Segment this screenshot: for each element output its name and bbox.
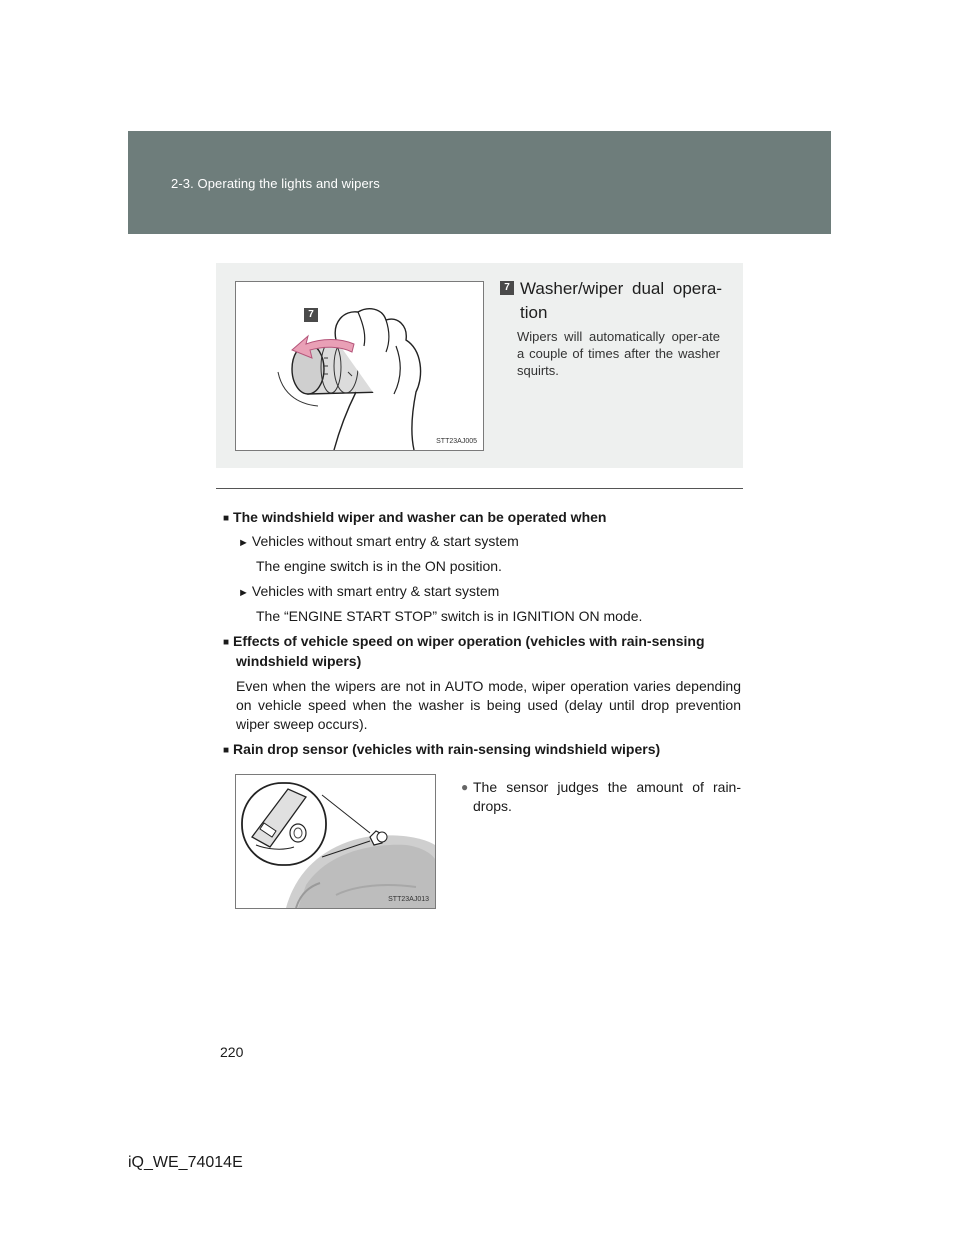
- rain-sensor-bullet-line1: The sensor judges the amount of rain-: [473, 779, 741, 795]
- figure-code: STT23AJ005: [436, 438, 477, 445]
- condition-with-smart: ► Vehicles with smart entry & start system: [238, 583, 500, 599]
- figure-badge: 7: [304, 306, 318, 324]
- note-heading-rain-sensor: ■ Rain drop sensor (vehicles with rain-sensing windshield wipers): [223, 741, 661, 757]
- square-bullet-icon: ■: [223, 745, 230, 756]
- item-title: [500, 277, 722, 325]
- note-heading-speed-line2: windshield wipers): [236, 653, 362, 669]
- rain-sensor-bullet: [461, 778, 741, 816]
- section-divider: [216, 488, 743, 489]
- item-number-badge: 7: [500, 281, 514, 295]
- note-speed-text: Even when the wipers are not in AUTO mode, wiper operation varies depending on vehicle speed when the washer is being used (delay until drop prevention wiper sweep occurs).: [236, 678, 741, 732]
- item-title-line1: Washer/wiper dual opera-: [520, 279, 722, 298]
- page-number: 220: [220, 1044, 244, 1060]
- figure-code: STT23AJ013: [388, 896, 429, 903]
- wiper-lever-figure: [235, 281, 484, 451]
- square-bullet-icon: ■: [223, 637, 230, 648]
- rain-sensor-illustration: [236, 775, 435, 908]
- triangle-bullet-icon: ►: [238, 587, 249, 599]
- condition-without-smart-text: The engine switch is in the ON position.: [256, 558, 502, 574]
- note-heading-operate: ■ The windshield wiper and washer can be operated when: [223, 509, 607, 525]
- square-bullet-icon: ■: [223, 513, 230, 524]
- round-bullet-icon: ●: [461, 780, 469, 794]
- item-title-line2: tion: [520, 303, 548, 322]
- section-title: 2-3. Operating the lights and wipers: [171, 176, 380, 191]
- triangle-bullet-icon: ►: [238, 537, 249, 549]
- rain-sensor-figure: [235, 774, 436, 909]
- condition-with-smart-text: The “ENGINE START STOP” switch is in IGNITION ON mode.: [256, 608, 643, 624]
- wiper-lever-illustration: [236, 282, 483, 450]
- note-heading-speed: ■ Effects of vehicle speed on wiper operation (vehicles with rain-sensing: [223, 633, 705, 649]
- item-description: Wipers will automatically oper-ate a couple of times after the washer squirts.: [517, 329, 720, 378]
- document-code: iQ_WE_74014E: [128, 1154, 243, 1171]
- condition-without-smart: ► Vehicles without smart entry & start system: [238, 533, 519, 549]
- rain-sensor-bullet-line2: drops.: [473, 798, 512, 814]
